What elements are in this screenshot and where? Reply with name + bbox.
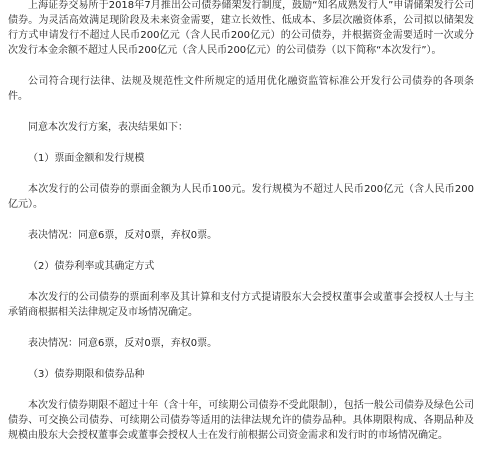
paragraph-gap xyxy=(8,243,474,259)
paragraph-gap xyxy=(8,58,474,74)
paragraph-term-and-type: 本次发行债券期限不超过十年（含十年，可续期公司债券不受此限制），包括一般公司债券及绿色公司债券、可交换公司债券、可续期公司债券等适用的法律法规允许的债券品种。具体期限构成、各期品种及规模由股东大会授权董事会或董事会授权人士在发行前根据公司资金需求和发行时的市场情况确定。 xyxy=(8,400,474,441)
paragraph-gap xyxy=(8,274,474,290)
paragraph-interest-rate: 本次发行的公司债券的票面利率及其计算和支付方式提请股东大会授权董事会或董事会授权人士与主承销商根据相关法律规定及市场情况确定。 xyxy=(8,292,474,318)
section-heading-interest-rate: （2）债券利率或其确定方式 xyxy=(28,261,155,272)
paragraph-approval-statement: 同意本次发行方案，表决结果如下： xyxy=(28,122,188,133)
paragraph-gap xyxy=(8,135,474,151)
paragraph-gap xyxy=(8,212,474,228)
section-heading-face-value-scale: （1）票面金额和发行规模 xyxy=(28,153,145,164)
paragraph-gap xyxy=(8,382,474,398)
paragraph-face-value-scale: 本次发行的公司债券的票面金额为人民币100元。发行规模为不超过人民币200亿元（含人民币200亿元）。 xyxy=(8,184,474,210)
paragraph-shelf-offering-intro: 上海证券交易所于2018年7月推出公司债券储架发行制度，鼓励“知名成熟发行人”申请储架发行公司债券。为灵活高效满足现阶段及未来资金需要，建立长效性、低成本、多层次融资体系，公司拟以储架发行方式申请发行不超过人民币200亿元（含人民币200亿元）的公司债券，并根据资金需要适时一次或分次发行本金余额不超过人民币200亿元（含人民币200亿元）的公司债券（以下简称“本次发行”）。 xyxy=(8,0,474,56)
vote-result-1: 表决情况：同意6票，反对0票，弃权0票。 xyxy=(28,230,218,241)
vote-result-2: 表决情况：同意6票，反对0票，弃权0票。 xyxy=(28,338,218,349)
section-heading-term-and-type: （3）债券期限和债券品种 xyxy=(28,369,145,380)
paragraph-gap xyxy=(8,351,474,367)
paragraph-gap xyxy=(8,320,474,336)
paragraph-gap xyxy=(8,166,474,182)
paragraph-gap xyxy=(8,104,474,120)
paragraph-eligibility: 公司符合现行法律、法规及规范性文件所规定的适用优化融资监管标准公开发行公司债券的各项条件。 xyxy=(8,76,474,102)
